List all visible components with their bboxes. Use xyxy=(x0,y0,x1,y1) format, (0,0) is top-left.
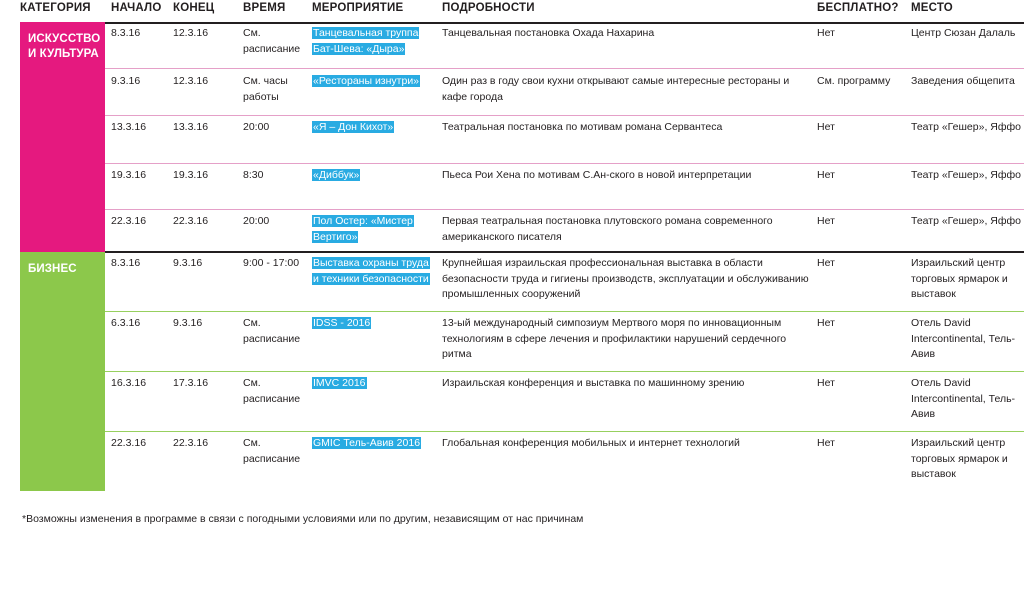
cell-free: Нет xyxy=(817,377,835,389)
cell-place: Израильский центр торговых ярмарок и выставок xyxy=(911,437,1008,480)
row-divider xyxy=(105,311,1024,312)
cell-place: Театр «Гешер», Яффо xyxy=(911,215,1021,227)
event-name-highlight[interactable]: Пол Остер: «Мистер Вертиго» xyxy=(313,215,413,243)
cell-time: См. расписание xyxy=(243,27,301,55)
table-header-row xyxy=(0,0,1024,20)
cell-end-date: 13.3.16 xyxy=(173,121,209,133)
event-name-highlight[interactable]: Выставка охраны труда и техники безопасности xyxy=(313,257,429,285)
cell-free: Нет xyxy=(817,27,835,39)
row-divider xyxy=(105,209,1024,210)
cell-event-name[interactable] xyxy=(312,120,437,136)
cell-place: Театр «Гешер», Яффо xyxy=(911,121,1021,133)
cell-free: Нет xyxy=(817,121,835,133)
row-divider xyxy=(105,163,1024,164)
cell-details: Крупнейшая израильская профессиональная выставка в области безопасности труда и гигиены производств, эксплуатации и обслуживанию промышленных сооружений xyxy=(442,257,809,300)
category-block xyxy=(20,252,105,491)
cell-time: 20:00 xyxy=(243,215,270,227)
event-name-highlight[interactable]: GMIC Тель-Авив 2016 xyxy=(313,437,421,449)
column-header-free: БЕСПЛАТНО? xyxy=(817,2,899,14)
cell-end-date: 22.3.16 xyxy=(173,437,209,449)
cell-details: Первая театральная постановка плутовского романа современного американского писателя xyxy=(442,215,773,243)
cell-place: Заведения общепита xyxy=(911,75,1015,87)
cell-place: Израильский центр торговых ярмарок и выставок xyxy=(911,257,1008,300)
cell-end-date: 22.3.16 xyxy=(173,215,209,227)
cell-place: Театр «Гешер», Яффо xyxy=(911,169,1021,181)
cell-place: Центр Сюзан Далаль xyxy=(911,27,1016,39)
cell-details: Театральная постановка по мотивам романа Сервантеса xyxy=(442,121,723,133)
row-divider xyxy=(105,115,1024,116)
cell-start-date: 22.3.16 xyxy=(111,215,147,227)
column-header-event: МЕРОПРИЯТИЕ xyxy=(312,2,404,14)
cell-start-date: 22.3.16 xyxy=(111,437,147,449)
event-name-highlight[interactable]: Танцевальная труппа Бат-Шева: «Дыра» xyxy=(313,27,419,55)
column-header-end: КОНЕЦ xyxy=(173,2,215,14)
cell-end-date: 9.3.16 xyxy=(173,257,203,269)
event-name-highlight[interactable]: «Диббук» xyxy=(313,169,360,181)
category-block xyxy=(20,22,105,252)
cell-details: Один раз в году свои кухни открывают самые интересные рестораны и кафе города xyxy=(442,75,790,103)
cell-free: Нет xyxy=(817,257,835,269)
cell-time: 8:30 xyxy=(243,169,264,181)
cell-event-name[interactable] xyxy=(312,256,437,287)
cell-event-name[interactable] xyxy=(312,74,437,90)
cell-place: Отель David Intercontinental, Тель-Авив xyxy=(911,317,1016,360)
cell-time: См. часы работы xyxy=(243,75,288,103)
cell-end-date: 19.3.16 xyxy=(173,169,209,181)
cell-free: Нет xyxy=(817,215,835,227)
column-header-details: ПОДРОБНОСТИ xyxy=(442,2,535,14)
cell-event-name[interactable] xyxy=(312,26,437,57)
event-name-highlight[interactable]: IDSS - 2016 xyxy=(313,317,371,329)
cell-start-date: 13.3.16 xyxy=(111,121,147,133)
column-header-start: НАЧАЛО xyxy=(111,2,162,14)
cell-free: Нет xyxy=(817,437,835,449)
section-divider xyxy=(105,251,1024,253)
column-header-time: ВРЕМЯ xyxy=(243,2,286,14)
footnote-disclaimer: *Возможны изменения в программе в связи с погодными условиями или по другим, независящим от нас причинам xyxy=(22,513,584,525)
cell-end-date: 12.3.16 xyxy=(173,27,209,39)
cell-start-date: 8.3.16 xyxy=(111,27,141,39)
cell-time: 20:00 xyxy=(243,121,270,133)
cell-time: 9:00 - 17:00 xyxy=(243,257,300,269)
event-name-highlight[interactable]: IMVC 2016 xyxy=(313,377,366,389)
cell-end-date: 9.3.16 xyxy=(173,317,203,329)
cell-start-date: 6.3.16 xyxy=(111,317,141,329)
row-divider xyxy=(105,371,1024,372)
cell-event-name[interactable] xyxy=(312,436,437,452)
cell-details: Пьеса Рои Хена по мотивам С.Ан-ского в новой интерпретации xyxy=(442,169,752,181)
cell-start-date: 19.3.16 xyxy=(111,169,147,181)
cell-time: См. расписание xyxy=(243,317,301,345)
cell-details: Израильская конференция и выставка по машинному зрению xyxy=(442,377,745,389)
cell-event-name[interactable] xyxy=(312,168,437,184)
cell-details: Глобальная конференция мобильных и интернет технологий xyxy=(442,437,740,449)
cell-free: Нет xyxy=(817,169,835,181)
column-header-category: КАТЕГОРИЯ xyxy=(20,2,91,14)
section-divider xyxy=(105,22,1024,24)
cell-start-date: 8.3.16 xyxy=(111,257,141,269)
event-name-highlight[interactable]: «Я – Дон Кихот» xyxy=(313,121,394,133)
cell-start-date: 16.3.16 xyxy=(111,377,147,389)
cell-event-name[interactable] xyxy=(312,376,437,392)
cell-details: Танцевальная постановка Охада Нахарина xyxy=(442,27,655,39)
cell-event-name[interactable] xyxy=(312,214,437,245)
cell-place: Отель David Intercontinental, Тель-Авив xyxy=(911,377,1016,420)
cell-start-date: 9.3.16 xyxy=(111,75,141,87)
category-label: ИСКУССТВО И КУЛЬТУРА xyxy=(28,33,101,60)
column-header-place: МЕСТО xyxy=(911,2,953,14)
row-divider xyxy=(105,68,1024,69)
category-label: БИЗНЕС xyxy=(28,263,77,275)
cell-time: См. расписание xyxy=(243,437,301,465)
cell-details: 13-ый международный симпозиум Мертвого моря по инновационным технологиям в сфере лечения и профилактики нарушений сердечного ритма xyxy=(442,317,787,360)
cell-end-date: 12.3.16 xyxy=(173,75,209,87)
cell-event-name[interactable] xyxy=(312,316,437,332)
event-name-highlight[interactable]: «Рестораны изнутри» xyxy=(313,75,420,87)
cell-time: См. расписание xyxy=(243,377,301,405)
cell-end-date: 17.3.16 xyxy=(173,377,209,389)
row-divider xyxy=(105,431,1024,432)
cell-free: Нет xyxy=(817,317,835,329)
cell-free: См. программу xyxy=(817,75,891,87)
